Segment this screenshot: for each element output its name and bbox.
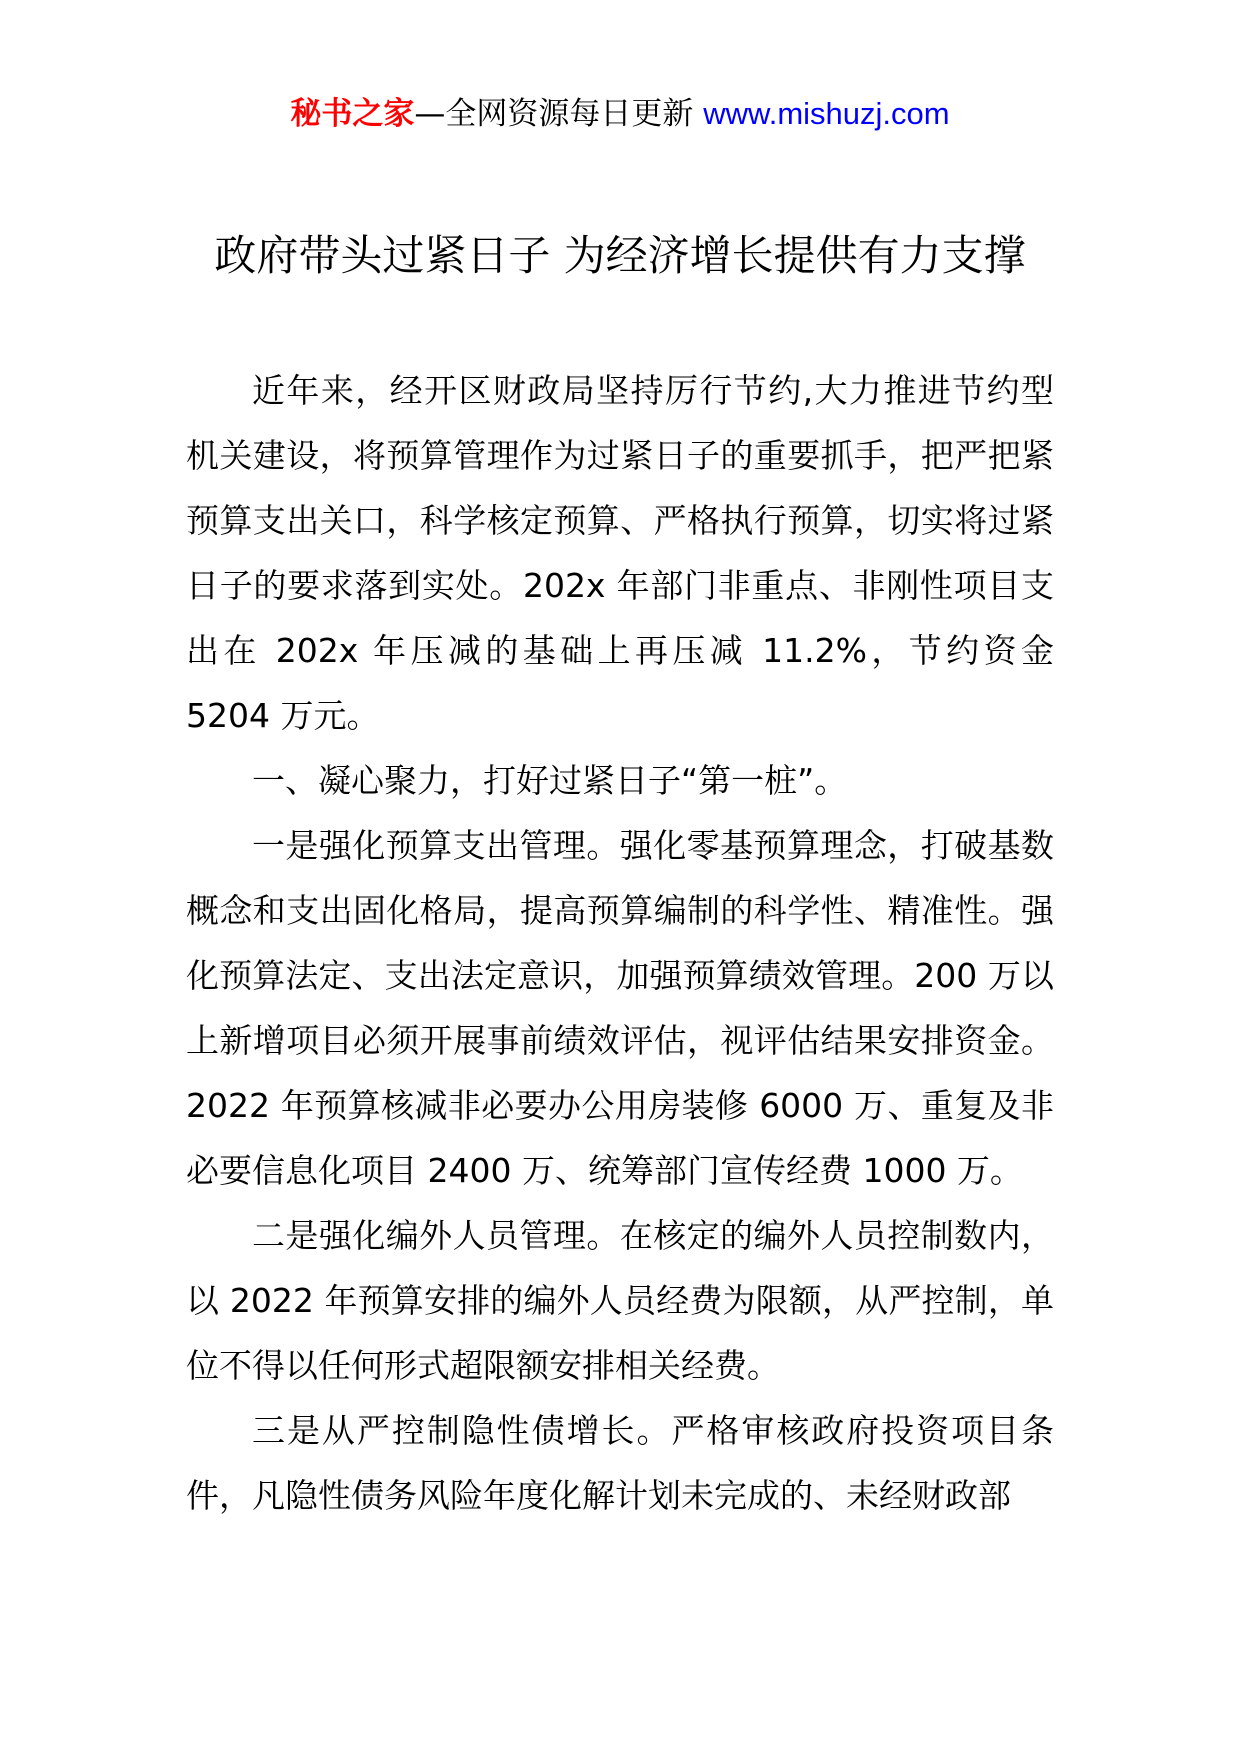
paragraph-intro: 近年来，经开区财政局坚持厉行节约,大力推进节约型机关建设，将预算管理作为过紧日子的重要抓手，把严把紧预算支出关口，科学核定预算、严格执行预算，切实将过紧日子的要求落到实处。202x 年部门非重点、非刚性项目支出在 202x 年压减的基础上再压减 11.2%，节约资金 5204 万元。 bbox=[186, 371, 1054, 735]
document-title: 政府带头过紧日子 为经济增长提供有力支撑 bbox=[214, 231, 1026, 280]
document-body bbox=[186, 358, 1054, 1528]
paragraph-budget-management: 一是强化预算支出管理。强化零基预算理念，打破基数概念和支出固化格局，提高预算编制的科学性、精准性。强化预算法定、支出法定意识，加强预算绩效管理。200 万以上新增项目必须开展事前绩效评估，视评估结果安排资金。2022 年预算核减非必要办公用房装修 6000 万、重复及非必要信息化项目 2400 万、统筹部门宣传经费 1000 万。 bbox=[186, 826, 1054, 1190]
site-slogan: —全网资源每日更新 bbox=[414, 96, 704, 132]
site-brand: 秘书之家 bbox=[290, 96, 415, 132]
paragraph-staff-management: 二是强化编外人员管理。在核定的编外人员控制数内，以 2022 年预算安排的编外人员经费为限额，从严控制，单位不得以任何形式超限额安排相关经费。 bbox=[186, 1216, 1054, 1385]
site-header bbox=[0, 94, 1240, 134]
paragraph-hidden-debt: 三是从严控制隐性债增长。严格审核政府投资项目条件，凡隐性债务风险年度化解计划未完成的、未经财政部 bbox=[186, 1411, 1054, 1515]
section-heading-1: 一、凝心聚力，打好过紧日子“第一桩”。 bbox=[252, 761, 848, 800]
site-url-link[interactable]: www.mishuzj.com bbox=[703, 96, 950, 131]
